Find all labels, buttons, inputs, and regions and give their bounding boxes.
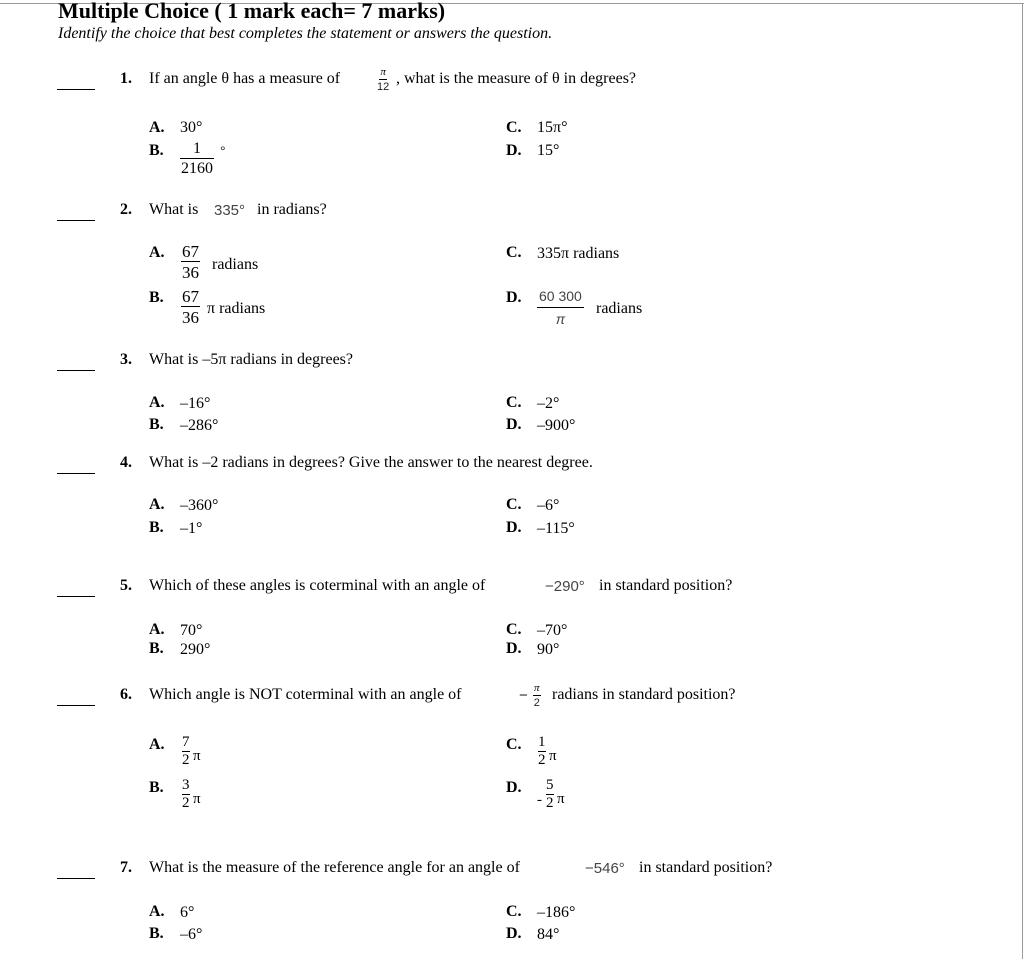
answer-blank-1[interactable] [57, 89, 95, 90]
pi-symbol: π [193, 748, 201, 764]
option-label: C. [506, 496, 522, 513]
option-label: B. [149, 519, 164, 536]
option-d[interactable]: 84° [537, 926, 560, 943]
fraction-numerator: 67 [182, 242, 199, 261]
fraction-denominator: 2 [546, 795, 554, 811]
answer-blank-4[interactable] [57, 473, 95, 474]
answer-blank-6[interactable] [57, 705, 95, 706]
option-d-suffix: radians [596, 300, 643, 317]
option-label: B. [149, 416, 164, 433]
option-label: A. [149, 621, 165, 638]
fraction-denominator: 2 [182, 795, 190, 811]
question-number: 1. [120, 70, 132, 87]
question-number: 3. [120, 351, 132, 368]
option-d[interactable] [537, 289, 584, 326]
option-c[interactable]: –186° [537, 904, 576, 921]
option-c[interactable]: –2° [537, 395, 560, 412]
instructions: Identify the choice that best completes the statement or answers the question. [58, 25, 553, 42]
angle-value: −546° [585, 860, 625, 877]
option-label: A. [149, 244, 165, 261]
option-b[interactable]: –286° [180, 417, 219, 434]
option-b[interactable] [181, 288, 200, 326]
question-text-start: What is [149, 201, 199, 218]
pi-symbol: π [193, 791, 201, 807]
option-label: C. [506, 621, 522, 638]
option-b[interactable]: 290° [180, 641, 211, 658]
option-label: A. [149, 394, 165, 411]
option-label: B. [149, 640, 164, 657]
fraction-denominator: 2 [533, 697, 540, 709]
question-text-start: If an angle θ has a measure of [149, 70, 341, 87]
pi-symbol: π [549, 748, 557, 764]
option-label: B. [149, 289, 164, 306]
option-b[interactable]: –6° [180, 926, 203, 943]
option-b-suffix: π radians [207, 300, 266, 317]
option-d[interactable]: 15° [537, 142, 560, 159]
question-number: 4. [120, 454, 132, 471]
option-c[interactable]: –70° [537, 622, 568, 639]
question-text: What is –2 radians in degrees? Give the answer to the nearest degree. [149, 454, 593, 471]
fraction-numerator: 60 300 [537, 289, 584, 308]
question-number: 5. [120, 577, 132, 594]
fraction-numerator: 5 [546, 777, 554, 793]
option-c[interactable]: –6° [537, 497, 560, 514]
fraction-pi-over-12 [377, 67, 389, 93]
option-label: A. [149, 496, 165, 513]
fraction-numerator: π [534, 682, 540, 694]
question-text-start: Which angle is NOT coterminal with an angle of [149, 686, 462, 703]
option-label: D. [506, 289, 522, 306]
option-label: A. [149, 119, 165, 136]
fraction-denominator: 2 [182, 752, 190, 768]
option-label: C. [506, 394, 522, 411]
option-label: C. [506, 244, 522, 261]
option-b[interactable] [181, 778, 191, 811]
option-b[interactable]: –1° [180, 520, 203, 537]
degree-symbol: ° [220, 143, 226, 159]
right-border [1022, 3, 1023, 959]
angle-value: −290° [545, 578, 585, 595]
negative-sign: − [519, 687, 528, 704]
option-a[interactable]: –360° [180, 497, 219, 514]
option-label: C. [506, 736, 522, 753]
option-label: D. [506, 779, 522, 796]
option-label: D. [506, 519, 522, 536]
fraction-numerator: 7 [182, 734, 190, 750]
fraction-denominator: 12 [377, 81, 390, 93]
option-label: D. [506, 142, 522, 159]
question-text-end: radians in standard position? [552, 686, 736, 703]
question-number: 7. [120, 859, 132, 876]
option-c[interactable]: 335π radians [537, 245, 620, 262]
fraction-denominator: π [555, 311, 566, 327]
option-d[interactable]: –115° [537, 520, 575, 537]
option-a[interactable] [181, 243, 200, 281]
question-number: 6. [120, 686, 132, 703]
fraction-numerator: 3 [182, 777, 190, 793]
option-a[interactable] [181, 735, 191, 768]
option-d[interactable]: 90° [537, 641, 560, 658]
answer-blank-5[interactable] [57, 596, 95, 597]
question-text-end: in standard position? [639, 859, 773, 876]
option-label: D. [506, 925, 522, 942]
section-title: Multiple Choice ( 1 mark each= 7 marks) [58, 0, 446, 23]
option-a-suffix: radians [212, 256, 259, 273]
angle-value: 335° [214, 202, 246, 219]
question-text [149, 70, 340, 88]
option-label: D. [506, 640, 522, 657]
option-d[interactable]: –900° [537, 417, 576, 434]
option-label: A. [149, 736, 165, 753]
option-c[interactable]: 15π° [537, 119, 568, 136]
option-b[interactable] [180, 141, 214, 177]
question-text-end: in radians? [257, 201, 327, 218]
question-text: What is –5π radians in degrees? [149, 351, 354, 368]
answer-blank-3[interactable] [57, 370, 95, 371]
option-a[interactable]: –16° [180, 395, 211, 412]
option-a[interactable]: 6° [180, 904, 195, 921]
question-text-end: , what is the measure of θ in degrees? [396, 70, 637, 87]
question-text-start: Which of these angles is coterminal with an angle of [149, 577, 486, 594]
option-d[interactable] [545, 778, 555, 811]
fraction-denominator: 2160 [181, 160, 213, 177]
fraction-pi-over-2 [533, 683, 541, 709]
option-label: A. [149, 903, 165, 920]
fraction-numerator: 1 [538, 734, 546, 750]
option-label: B. [149, 142, 164, 159]
fraction-numerator: 67 [182, 287, 199, 306]
question-number: 2. [120, 201, 132, 218]
pi-symbol: π [557, 791, 565, 807]
answer-blank-2[interactable] [57, 220, 95, 221]
fraction-numerator: 1 [180, 141, 214, 159]
option-label: C. [506, 903, 522, 920]
option-label: D. [506, 416, 522, 433]
negative-sign: - [537, 792, 542, 808]
option-a[interactable]: 30° [180, 119, 203, 136]
option-c[interactable] [537, 735, 547, 768]
fraction-denominator: 36 [182, 263, 199, 282]
option-label: B. [149, 779, 164, 796]
question-text-end: in standard position? [599, 577, 733, 594]
answer-blank-7[interactable] [57, 878, 95, 879]
option-label: B. [149, 925, 164, 942]
fraction-denominator: 36 [182, 308, 199, 327]
fraction-denominator: 2 [538, 752, 546, 768]
fraction-numerator: π [380, 66, 386, 78]
question-text-start: What is the measure of the reference angle for an angle of [149, 859, 520, 876]
option-label: C. [506, 119, 522, 136]
option-a[interactable]: 70° [180, 622, 203, 639]
